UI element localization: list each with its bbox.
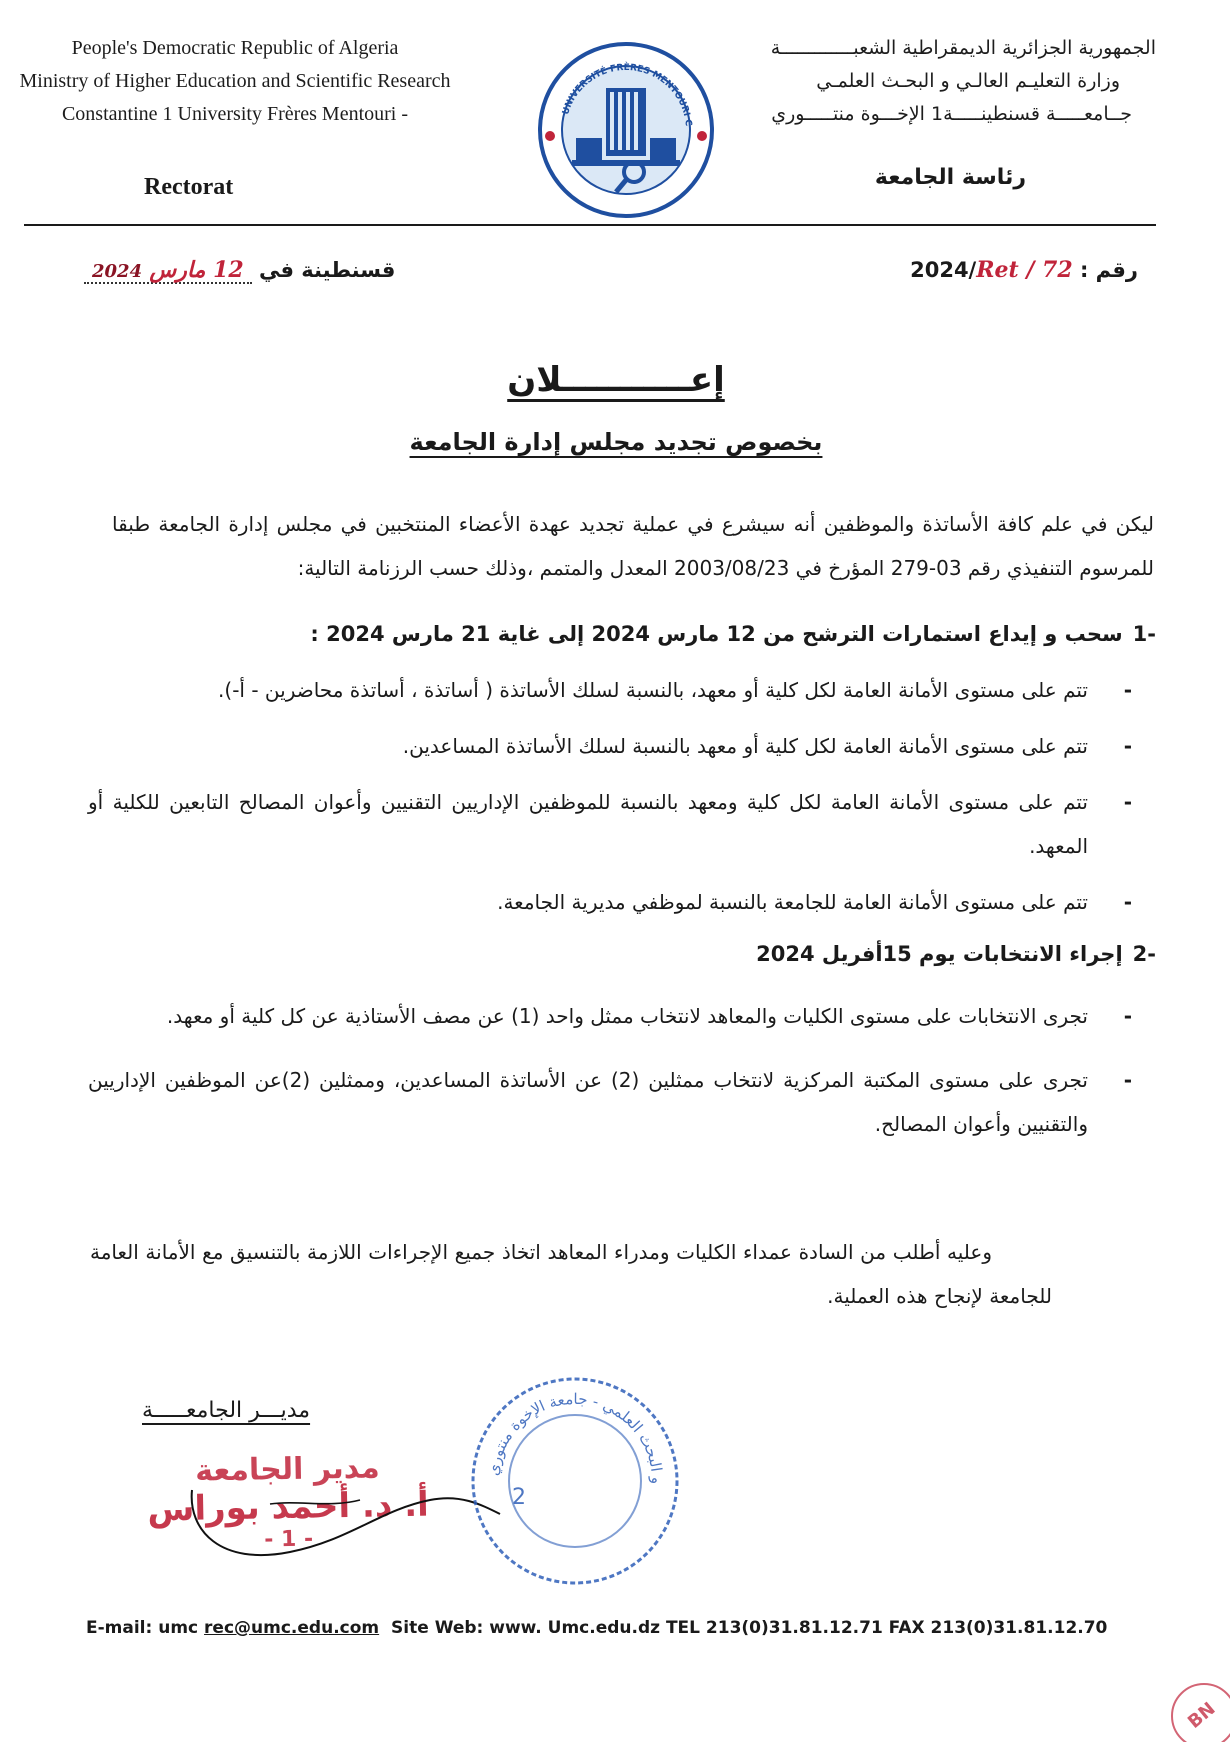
director-stamp-line-1: مدير الجامعة xyxy=(194,1450,380,1489)
signature-title: مديـــر الجامعـــــة xyxy=(142,1398,311,1423)
bullet-dash: - xyxy=(1123,1004,1132,1028)
section-2-heading xyxy=(756,942,1156,966)
header-ar-dept: رئاسة الجامعة xyxy=(874,165,1026,190)
date-handwritten: 12 مارس xyxy=(149,257,244,283)
section-1-item xyxy=(88,724,1132,768)
date-year: 2024 xyxy=(92,261,143,282)
round-stamp xyxy=(468,1374,682,1588)
document-subtitle: بخصوص تجديد مجلس إدارة الجامعة xyxy=(409,428,823,456)
reference-number-year: 2024/ xyxy=(910,258,977,282)
section-1-heading xyxy=(310,622,1156,646)
bullet-dash: - xyxy=(1123,1068,1132,1092)
section-2-number: -2 xyxy=(1132,942,1156,966)
svg-text:وزارة التعليم العالي و البحث ا xyxy=(468,1374,666,1484)
section-1-item xyxy=(88,668,1132,712)
header-ar-line-2: وزارة التعليـم العالـي و البحـث العلمـي xyxy=(816,70,1120,92)
section-1-list xyxy=(88,668,1132,924)
signature-scribble xyxy=(180,1470,510,1580)
logo-ring-text: UNIVERSITÉ FRÈRES MENTOURI C xyxy=(561,62,693,127)
director-stamp-line-2: أ. د. أحمد بوراس xyxy=(147,1484,430,1530)
header-en-line-3: Constantine 1 University Frères Mentouri - xyxy=(61,103,409,125)
section-2-title: إجراء الانتخابات يوم 15أفريل 2024 xyxy=(756,942,1123,966)
round-stamp-number: 2 xyxy=(512,1485,526,1510)
place-date xyxy=(84,257,395,283)
header-ar-line-1: الجمهورية الجزائرية الديمقراطية الشعبـــــــــــــة xyxy=(770,37,1156,59)
corner-stamp xyxy=(1164,1676,1230,1742)
section-2-item-text: تجرى على مستوى المكتبة المركزية لانتخاب ممثلين (2) عن الأساتذة المساعدين، وممثلين (2)عن الموظفين الإداريين والتقنيين وأعوان المصالح. xyxy=(88,1068,1088,1136)
place-label: قسنطينة في xyxy=(259,258,396,282)
bullet-dash: - xyxy=(1123,790,1132,814)
section-1-item-text: تتم على مستوى الأمانة العامة لكل كلية أو معهد بالنسبة لسلك الأساتذة المساعدين. xyxy=(402,734,1088,758)
section-1-item xyxy=(88,780,1132,868)
section-1-item-text: تتم على مستوى الأمانة العامة لكل كلية أو معهد، بالنسبة لسلك الأساتذة ( أساتذة ، أساتذة محاضرين - أ-). xyxy=(218,678,1088,702)
corner-stamp-text: BN xyxy=(1183,1698,1220,1733)
header-divider xyxy=(24,224,1156,226)
footer-email-label: E-mail: umc xyxy=(86,1618,199,1638)
section-1-title: سحب و إيداع استمارات الترشح من 12 مارس 2024 إلى غاية 21 مارس 2024 : xyxy=(310,622,1123,646)
header-en-line-1: People's Democratic Republic of Algeria xyxy=(71,37,399,59)
section-2-list xyxy=(88,994,1132,1146)
footer-site-and-phone: Site Web: www. Umc.edu.dz TEL 213(0)31.81.12.71 FAX 213(0)31.81.12.70 xyxy=(391,1618,1108,1638)
header-ar-block xyxy=(716,32,1156,131)
section-1-number: -1 xyxy=(1132,622,1156,646)
section-2-item-text: تجرى الانتخابات على مستوى الكليات والمعاهد لانتخاب ممثل واحد (1) عن مصف الأستاذية عن كل كلية أو معهد. xyxy=(166,1004,1088,1028)
section-2-item xyxy=(88,1058,1132,1146)
reference-number xyxy=(910,257,1138,283)
university-logo xyxy=(536,40,716,220)
bullet-dash: - xyxy=(1123,734,1132,758)
document-title: إعـــــــــــلان xyxy=(507,360,725,400)
director-stamp-line-3: - 1 - xyxy=(263,1526,314,1553)
footer-email-link[interactable]: rec@umc.edu.com xyxy=(204,1618,380,1638)
bullet-dash: - xyxy=(1123,890,1132,914)
round-stamp-text: و البحث العلمي - جامعة الإخوة منتوري xyxy=(484,1389,667,1485)
header-ar-line-3: جــامعـــــة قسنطينـــــة1 الإخـــوة منتـــــوري xyxy=(771,103,1132,125)
bullet-dash: - xyxy=(1123,678,1132,702)
header-en-line-2: Ministry of Higher Education and Scientific Research xyxy=(19,70,451,92)
reference-number-handwritten: Ret / 72 xyxy=(976,257,1073,283)
section-1-item-text: تتم على مستوى الأمانة العامة لكل كلية ومعهد بالنسبة للموظفين الإداريين التقنيين وأعوان المصالح التابعين للكلية أو المعهد. xyxy=(88,790,1088,858)
section-1-item-text: تتم على مستوى الأمانة العامة للجامعة بالنسبة لموظفي مديرية الجامعة. xyxy=(497,890,1088,914)
section-2-item xyxy=(88,994,1132,1038)
closing-paragraph: وعليه أطلب من السادة عمداء الكليات ومدراء المعاهد اتخاذ جميع الإجراءات اللازمة بالتنسيق مع الأمانة العامة للجامعة لإنجاح هذه العملية. xyxy=(90,1240,1052,1308)
intro-paragraph: ليكن في علم كافة الأساتذة والموظفين أنه سيشرع في عملية تجديد عهدة الأعضاء المنتخبين في مجلس إدارة الجامعة طبقا للمرسوم التنفيذي رقم 03-279 المؤرخ في 2003/08/23 المعدل والمتمم ،وذلك حسب الرزنامة التالية: xyxy=(112,512,1154,580)
section-1-item xyxy=(88,880,1132,924)
reference-number-label: رقم : xyxy=(1079,258,1138,282)
header-en-block xyxy=(0,32,470,131)
footer-contact xyxy=(86,1618,1107,1638)
header-en-dept: Rectorat xyxy=(144,174,234,200)
